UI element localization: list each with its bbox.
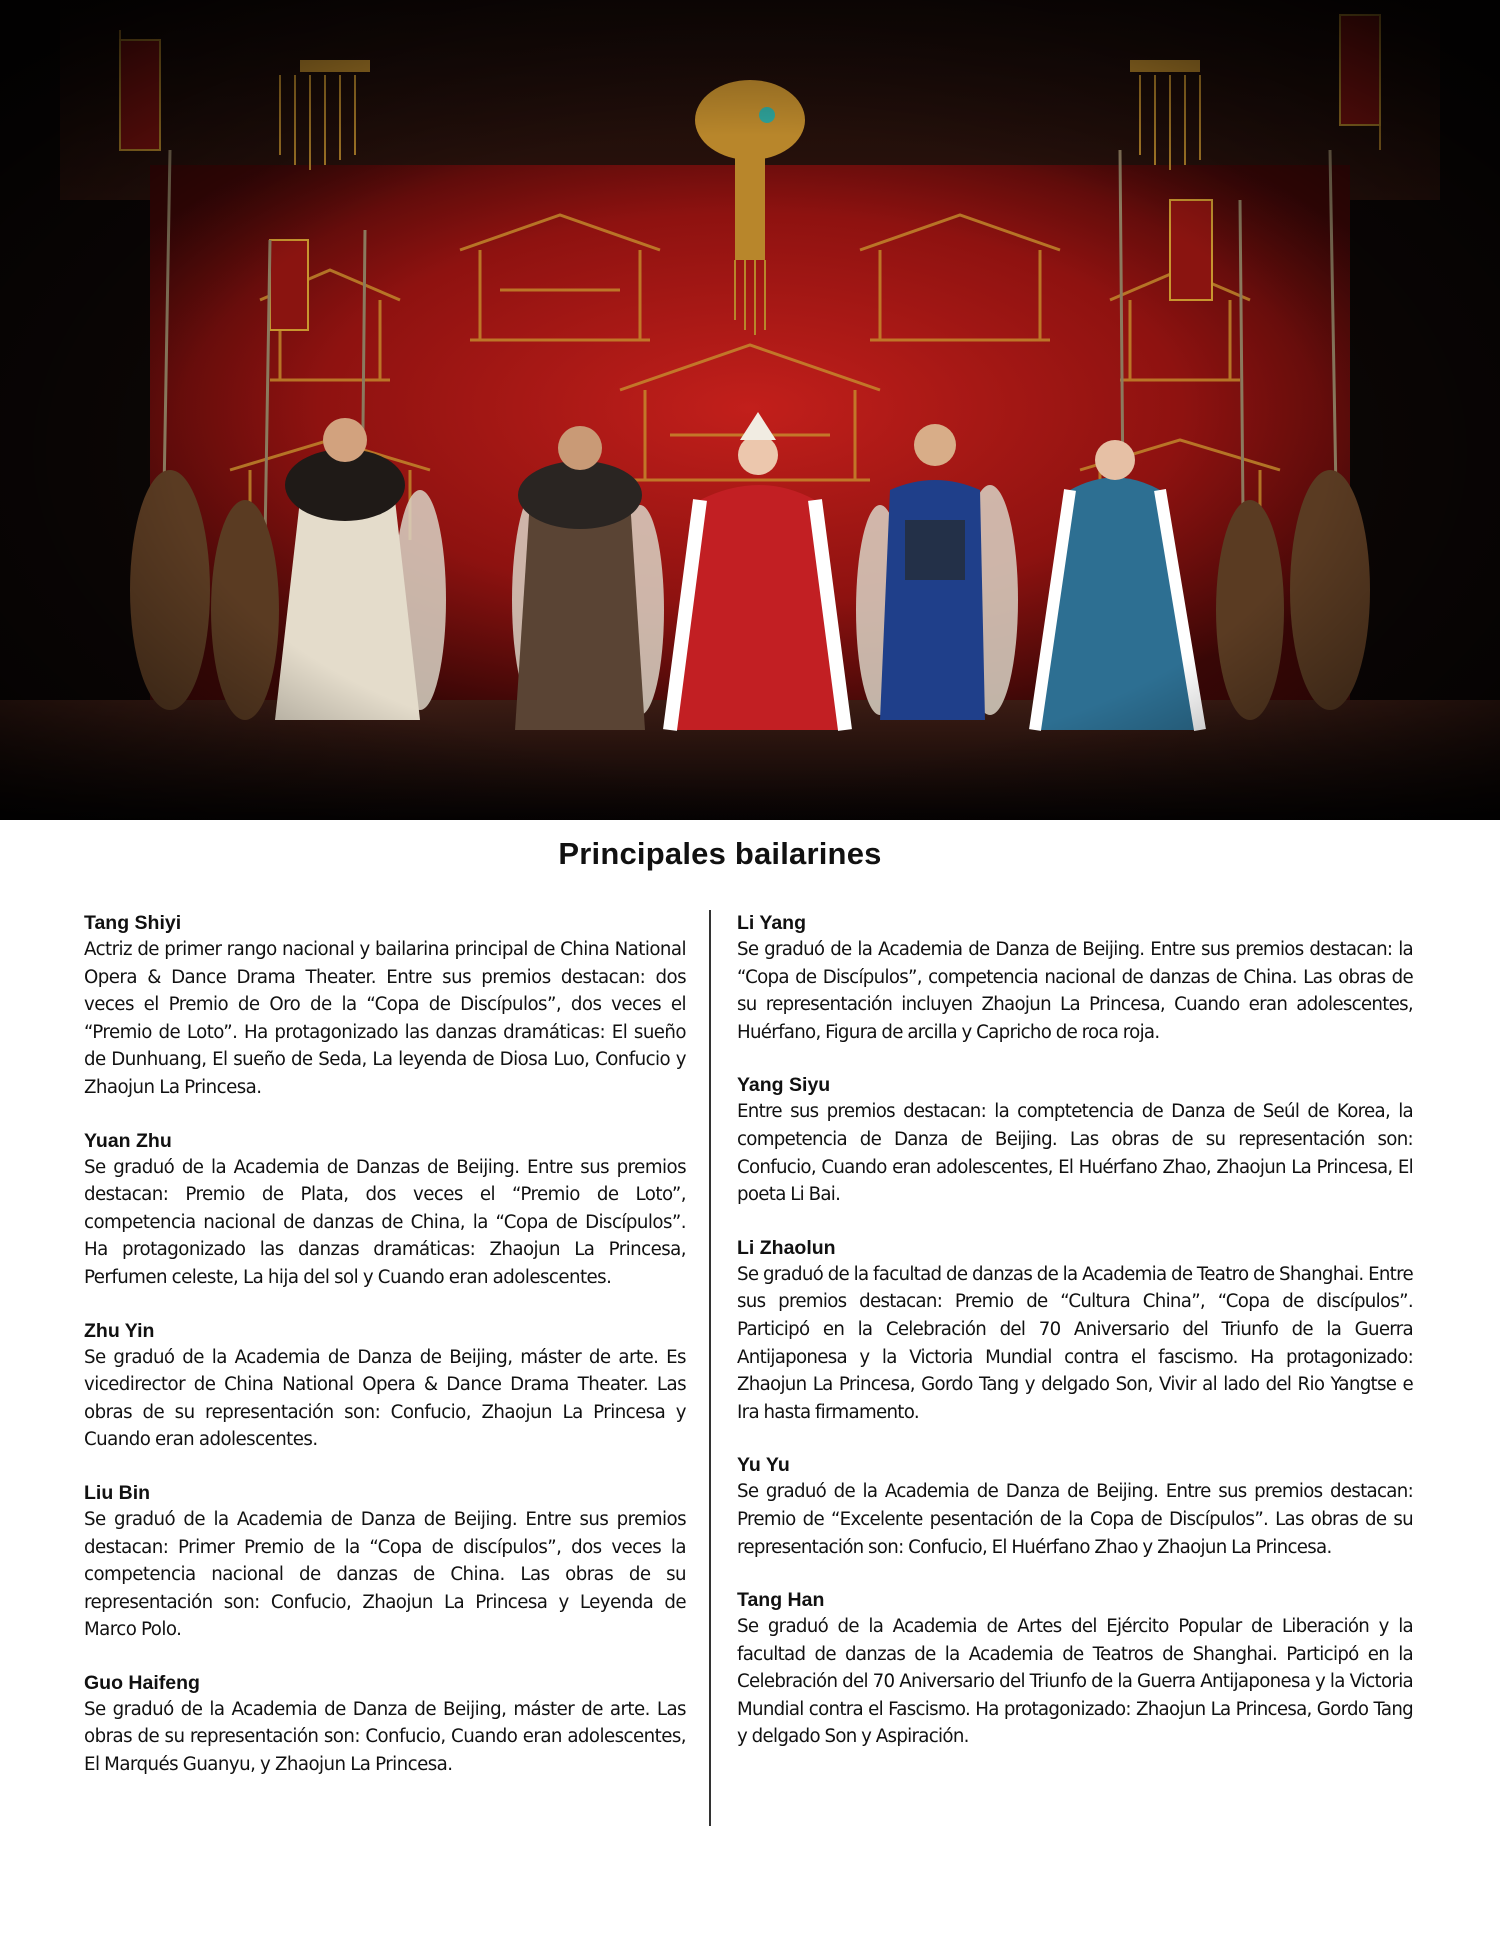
dancer-entry — [737, 910, 1413, 1046]
left-column — [84, 910, 686, 1805]
dancer-bio: Se graduó de la Academia de Danza de Beijing, máster de arte. Es vicedirector de China National Opera & Dance Drama Theater. Las obras de su representación son: Confucio, Zhaojun La Princesa y Cuando eran adolescentes. — [84, 1346, 686, 1451]
dancer-entry — [84, 1480, 686, 1644]
dancer-bio: Se graduó de la Academia de Danzas de Beijing. Entre sus premios destacan: Premio de Plata, dos veces el “Premio de Loto”, competencia nacional de danzas de China, la “Copa de Discípulos”. Ha protagonizado las danzas dramáticas: Zhaojun La Princesa, Perfumen celeste, La hija del sol y Cuando eran adolescentes. — [84, 1156, 686, 1288]
stage-photo — [0, 0, 1500, 820]
dancer-entry — [84, 1670, 686, 1779]
dancer-entry — [84, 910, 686, 1102]
dancer-name: Li Yang — [737, 912, 806, 934]
page-title: Principales bailarines — [558, 836, 882, 871]
dancer-entry — [737, 1452, 1413, 1561]
dancer-name: Liu Bin — [84, 1481, 151, 1504]
dancer-bio: Se graduó de la Academia de Danza de Beijing. Entre sus premios destacan: Premio de “Excelente pesentación de la Copa de Discípulos”. Las obras de su representación son: Confucio, El Huérfano Zhao y Zhaojun La Princesa. — [737, 1481, 1413, 1558]
dancer-entry — [84, 1318, 686, 1454]
dancer-entry — [737, 1072, 1413, 1208]
column-divider — [709, 910, 711, 1826]
dancer-bio: Se graduó de la facultad de danzas de la Academia de Teatro de Shanghai. Entre sus premios destacan: Premio de “Cultura China”, “Copa de discípulos”. Participó en la Celebración del 70 Aniversario del Triunfo de la Guerra Antijaponesa y la Victoria Mundial contra el fascismo. Ha protagonizado: Zhaojun La Princesa, Gordo Tang y delgado Son, Vivir al lado del Rio Yangtse e Ira hasta firmamento. — [737, 1263, 1413, 1423]
dancer-bio: Se graduó de la Academia de Danza de Beijing, máster de arte. Las obras de su representación son: Confucio, Cuando eran adolescentes, El Marqués Guanyu, y Zhaojun La Princesa. — [84, 1698, 686, 1776]
dancer-bio: Se graduó de la Academia de Danza de Beijing. Entre sus premios destacan: la “Copa de Discípulos”, competencia nacional de danzas de China. Las obras de su representación incluyen Zhaojun La Princesa, Cuando eran adolescentes, Huérfano, Figura de arcilla y Capricho de roca roja. — [737, 939, 1413, 1043]
dancer-bio: Se graduó de la Academia de Artes del Ejército Popular de Liberación y la facultad de danzas de la Academia de Teatros de Shanghai. Participó en la Celebración del 70 Aniversario del Triunfo de la Guerra Antijaponesa y la Victoria Mundial contra el Fascismo. Ha protagonizado: Zhaojun La Princesa, Gordo Tang y delgado Son y Aspiración. — [737, 1616, 1413, 1748]
dancer-bio: Se graduó de la Academia de Danza de Beijing. Entre sus premios destacan: Primer Premio de la “Copa de discípulos”, dos veces la competencia nacional de danzas de China. Las obras de su representación son: Confucio, Zhaojun La Princesa y Leyenda de Marco Polo. — [84, 1508, 686, 1641]
dancer-bio: Actriz de primer rango nacional y bailarina principal de China National Opera & Dance Drama Theater. Entre sus premios destacan: dos veces el Premio de Oro de la “Copa de Discípulos”, dos veces el “Premio de Loto”. Ha protagonizado las danzas dramáticas: El sueño de Dunhuang, El sueño de Seda, La leyenda de Diosa Luo, Confucio y Zhaojun La Princesa. — [84, 939, 686, 1098]
dancer-name: Yuan Zhu — [84, 1129, 172, 1152]
right-column — [737, 910, 1413, 1777]
dancer-name: Tang Han — [737, 1589, 825, 1612]
dancer-name: Zhu Yin — [84, 1319, 155, 1342]
dancer-entry — [737, 1587, 1413, 1751]
dancer-name: Tang Shiyi — [84, 912, 182, 934]
dancer-name: Yang Siyu — [737, 1074, 831, 1097]
dancer-name: Yu Yu — [737, 1454, 790, 1477]
dancer-entry — [84, 1128, 686, 1292]
dancer-entry — [737, 1235, 1413, 1427]
dancer-name: Li Zhaolun — [737, 1236, 836, 1259]
dancer-name: Guo Haifeng — [84, 1671, 200, 1694]
dancer-bio: Entre sus premios destacan: la comptetencia de Danza de Seúl de Korea, la competencia de Danza de Beijing. Las obras de su representación son: Confucio, Cuando eran adolescentes, El Huérfano Zhao, Zhaojun La Princesa, El poeta Li Bai. — [737, 1101, 1413, 1206]
